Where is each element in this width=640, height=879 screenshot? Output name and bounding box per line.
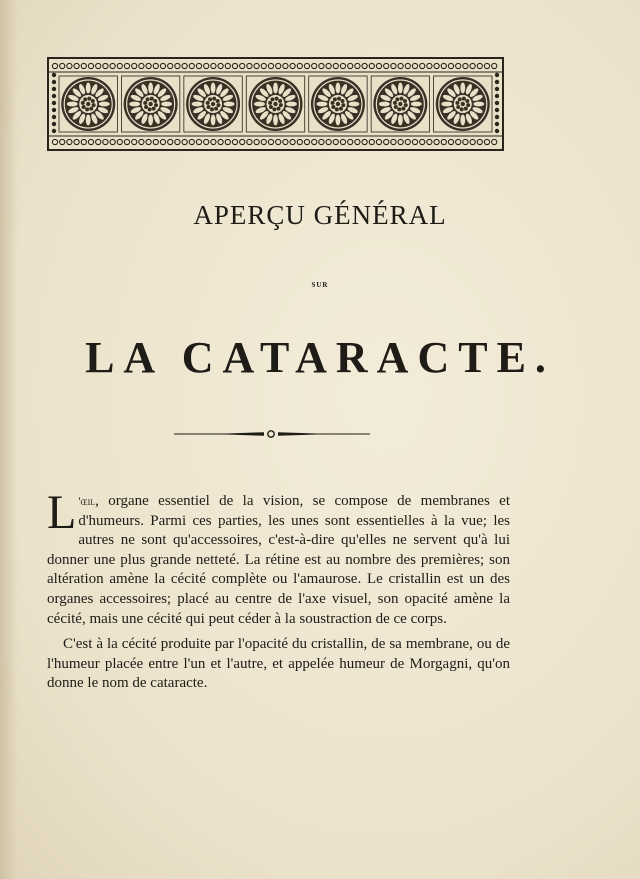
main-title: LA CATARACTE. bbox=[85, 333, 555, 382]
rosette-icon bbox=[434, 76, 492, 132]
page-gutter-shadow bbox=[0, 0, 18, 879]
rosette-icon bbox=[121, 76, 179, 132]
paragraph-1 bbox=[47, 486, 510, 629]
paragraph-1-text: , organe essentiel de la vision, se compose de membranes et d'humeurs. Parmi ces parties, les unes sont essentielles à la vue; les autres ne sont qu'accessoires, c'est-à-dire qu'elles ne servent qu'à lui donner une plus grande netteté. La rétine est au nombre des premières; son altération amène la cécité complète ou l'amaurose. Le cristallin est un des organes accessoires; placé au centre de l'axe visuel, son opacité amène la cécité, mais une cécité qui peut céder à la soustraction de ce corps. bbox=[47, 493, 510, 627]
title-connector: SUR bbox=[311, 281, 329, 289]
body-text bbox=[47, 486, 510, 709]
rosette-band-icon bbox=[49, 59, 502, 149]
paragraph-2: C'est à la cécité produite par l'opacité du cristallin, de sa membrane, ou de l'humeur placée entre l'un et l'autre, et appelée humeur de Morgagni, qu'on donne le nom de cataracte. bbox=[47, 636, 510, 692]
rosette-icon bbox=[309, 76, 367, 132]
rule-ornament-icon bbox=[172, 429, 372, 439]
rosette-icon bbox=[371, 76, 429, 132]
drop-cap: L bbox=[47, 486, 77, 539]
first-word: 'œil bbox=[78, 494, 96, 508]
rosette-icon bbox=[246, 76, 304, 132]
section-title: APERÇU GÉNÉRAL bbox=[193, 200, 447, 230]
rosette-icon bbox=[59, 76, 117, 132]
rosette-band-ornament bbox=[47, 57, 504, 151]
rosette-icon bbox=[184, 76, 242, 132]
